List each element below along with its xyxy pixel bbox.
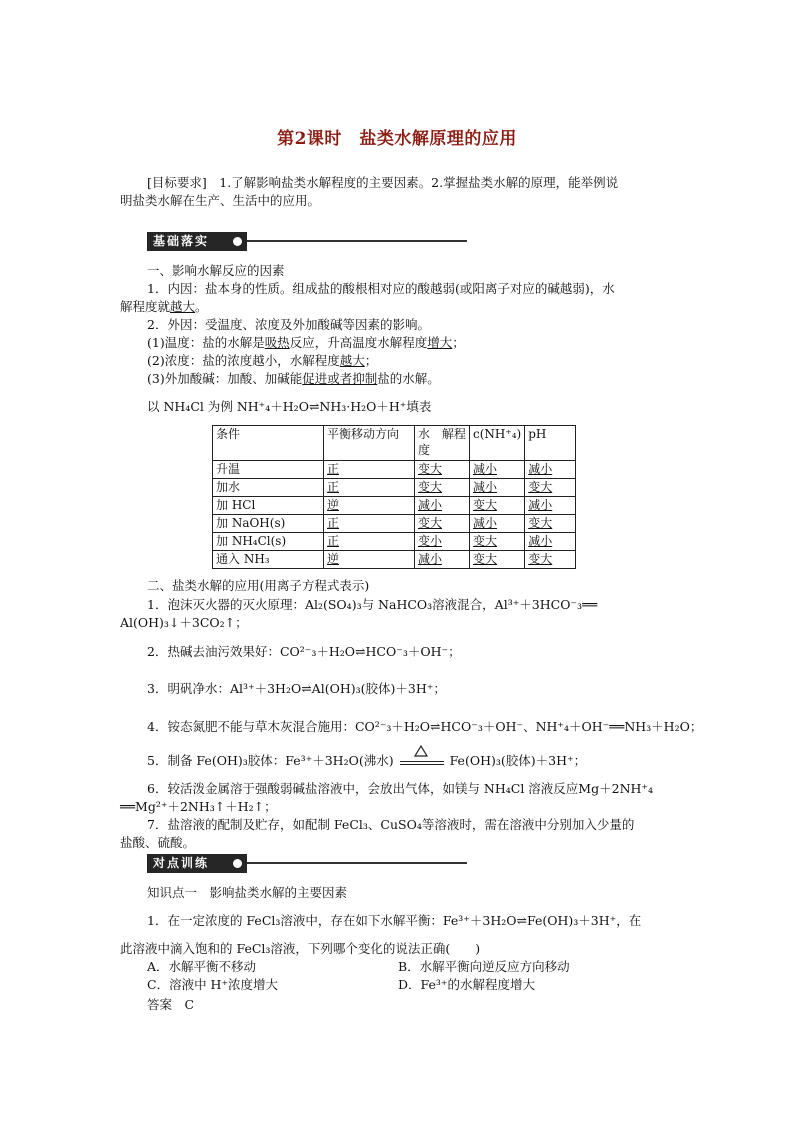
table-cell: 变小 <box>415 533 470 551</box>
option-c: C．溶液中 H⁺浓度增大 <box>147 977 279 992</box>
goal-line-1: [目标要求] 1.了解影响盐类水解程度的主要因素。2.掌握盐类水解的原理，能举例说 <box>147 175 619 190</box>
table-cell: 正 <box>324 461 415 479</box>
table-row <box>213 551 576 569</box>
table-cell: 加 NaOH(s) <box>213 515 324 533</box>
table-cell: 减小 <box>470 515 525 533</box>
table-cell: 变大 <box>525 515 576 533</box>
question-1-line-1: 1．在一定浓度的 FeCl₃溶液中，存在如下水解平衡：Fe³⁺＋3H₂O⇌Fe(OH)₃＋3H⁺，在 <box>147 913 642 928</box>
table-row <box>213 533 576 551</box>
internal-cause-line-2: 解程度就越大。 <box>120 299 208 314</box>
table-cell: 加 HCl <box>213 497 324 515</box>
application-3: 3．明矾净水：Al³⁺＋3H₂O⇌Al(OH)₃(胶体)＋3H⁺； <box>147 681 446 696</box>
page-title: 第2课时 盐类水解原理的应用 <box>277 129 517 149</box>
question-1-line-2: 此溶液中滴入饱和的 FeCl₃溶液，下列哪个变化的说法正确( ) <box>120 941 481 956</box>
section-header-basics <box>147 232 467 252</box>
table-cell: 减小 <box>525 533 576 551</box>
table-row <box>213 461 576 479</box>
acid-base-line: (3)外加酸碱：加酸、加碱能促进或者抑制盐的水解。 <box>147 371 440 386</box>
bullet-dot-icon <box>233 237 242 246</box>
application-2: 2．热碱去油污效果好：CO²⁻₃＋H₂O⇌HCO⁻₃＋OH⁻； <box>147 644 461 659</box>
answer-blank: 越大 <box>339 353 365 368</box>
table-cell: 减小 <box>525 461 576 479</box>
table-cell: 加水 <box>213 479 324 497</box>
section-label: 基础落实 <box>147 232 247 251</box>
part1-heading: 一、影响水解反应的因素 <box>147 263 285 278</box>
application-6-line-1: 6．较活泼金属溶于强酸弱碱盐溶液中，会放出气体，如镁与 NH₄Cl 溶液反应Mg＋2NH⁺₄ <box>147 781 654 796</box>
answer: 答案 C <box>147 997 195 1012</box>
table-cell: 变大 <box>525 479 576 497</box>
table-cell: 减小 <box>470 479 525 497</box>
answer-blank: 促进或者抑制 <box>302 371 378 386</box>
table-cell: 通入 NH₃ <box>213 551 324 569</box>
bullet-dot-icon <box>233 859 242 868</box>
section-header-practice <box>147 854 467 874</box>
hydrolysis-table <box>212 425 576 569</box>
internal-cause-line-1: 1．内因：盐本身的性质。组成盐的酸根相对应的酸越弱(或阳离子对应的碱越弱)，水 <box>147 281 615 296</box>
application-6-line-2: ══Mg²⁺＋2NH₃↑＋H₂↑； <box>120 799 277 814</box>
table-row <box>213 497 576 515</box>
application-7-line-2: 盐酸、硫酸。 <box>120 835 196 850</box>
table-row <box>213 515 576 533</box>
external-cause: 2．外因：受温度、浓度及外加酸碱等因素的影响。 <box>147 317 430 332</box>
table-cell: 升温 <box>213 461 324 479</box>
section-label: 对点训练 <box>147 854 247 873</box>
section-rule <box>247 240 467 242</box>
table-header-cell: 水 解程度 <box>415 426 470 461</box>
table-cell: 变大 <box>415 479 470 497</box>
table-intro: 以 NH₄Cl 为例 NH⁺₄＋H₂O⇌NH₃·H₂O＋H⁺填表 <box>147 399 432 414</box>
table-cell: 变大 <box>415 515 470 533</box>
temperature-line: (1)温度：盐的水解是吸热反应，升高温度水解程度增大； <box>147 335 465 350</box>
concentration-line: (2)浓度：盐的浓度越小，水解程度越大； <box>147 353 378 368</box>
table-row <box>213 479 576 497</box>
table-cell: 减小 <box>470 461 525 479</box>
table-cell: 减小 <box>525 497 576 515</box>
table-cell: 减小 <box>415 551 470 569</box>
table-cell: 变大 <box>470 497 525 515</box>
table-header-cell: c(NH⁺₄) <box>470 426 525 461</box>
answer-blank: 越大 <box>170 299 196 314</box>
table-header-cell: 平衡移动方向 <box>324 426 415 461</box>
knowledge-topic: 知识点一 影响盐类水解的主要因素 <box>147 885 348 900</box>
table-cell: 变大 <box>470 533 525 551</box>
heating-arrow-icon <box>400 753 444 771</box>
option-d: D．Fe³⁺的水解程度增大 <box>398 977 536 992</box>
application-7-line-1: 7．盐溶液的配制及贮存，如配制 FeCl₃、CuSO₄等溶液时，需在溶液中分别加入少量的 <box>147 817 635 832</box>
table-header-cell: 条件 <box>213 426 324 461</box>
application-1-line-2: Al(OH)₃↓＋3CO₂↑； <box>120 615 248 630</box>
table-cell: 变大 <box>470 551 525 569</box>
table-cell: 变大 <box>415 461 470 479</box>
application-1-line-1: 1．泡沫灭火器的灭火原理：Al₂(SO₄)₃与 NaHCO₃溶液混合，Al³⁺＋3HCO⁻₃══ <box>147 597 598 612</box>
table-cell: 正 <box>324 515 415 533</box>
table-header-cell: pH <box>525 426 576 461</box>
application-4: 4．铵态氮肥不能与草木灰混合施用：CO²⁻₃＋H₂O⇌HCO⁻₃＋OH⁻、NH⁺₄＋OH⁻══NH₃＋H₂O； <box>147 719 703 734</box>
table-cell: 加 NH₄Cl(s) <box>213 533 324 551</box>
table-cell: 逆 <box>324 551 415 569</box>
answer-blank: 吸热 <box>264 335 290 350</box>
goal-line-2: 明盐类水解在生产、生活中的应用。 <box>120 193 321 208</box>
table-cell: 正 <box>324 533 415 551</box>
option-b: B．水解平衡向逆反应方向移动 <box>398 959 570 974</box>
table-header-row <box>213 426 576 461</box>
table-cell: 减小 <box>415 497 470 515</box>
table-cell: 变大 <box>525 551 576 569</box>
application-5: 5．制备 Fe(OH)₃胶体：Fe³⁺＋3H₂O(沸水) Fe(OH)₃(胶体)＋3H⁺； <box>147 752 586 771</box>
option-a: A．水解平衡不移动 <box>147 959 257 974</box>
table-cell: 逆 <box>324 497 415 515</box>
table-cell: 正 <box>324 479 415 497</box>
answer-blank: 增大 <box>427 335 453 350</box>
part2-heading: 二、盐类水解的应用(用离子方程式表示) <box>147 578 370 593</box>
section-rule <box>247 862 467 864</box>
